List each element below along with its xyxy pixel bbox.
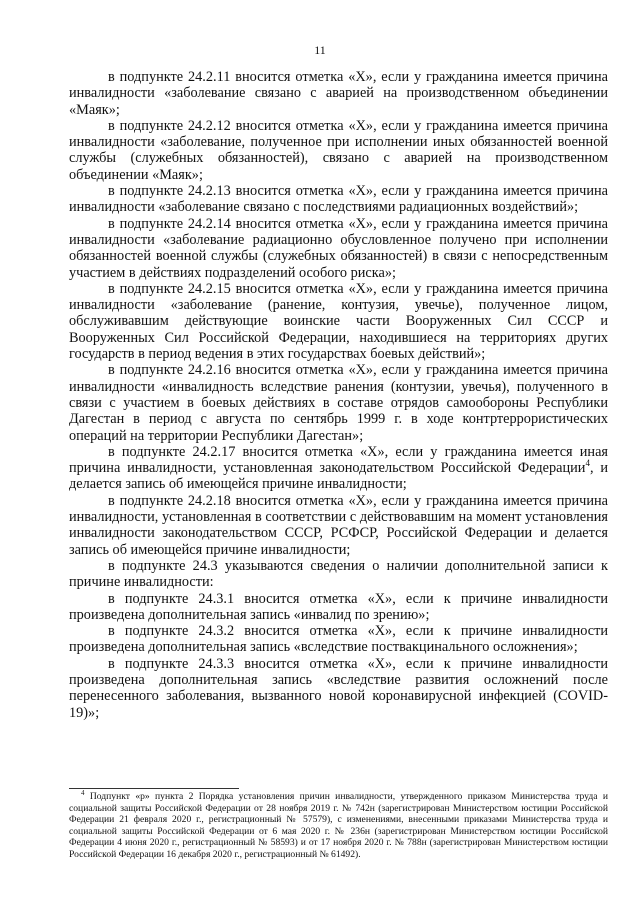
page-number: 11: [314, 43, 326, 57]
paragraph-24-2-14: в подпункте 24.2.14 вносится отметка «Х», если у гражданина имеется причина инвалидности «заболевание радиационно обусловленное получено при исполнении обязанностей военной службы (служебных обязанностей) в связи с непосредственным участием в действиях подразделений особого риска»;: [69, 215, 608, 281]
paragraph-24-3-1: в подпункте 24.3.1 вносится отметка «Х», если к причине инвалидности произведена дополнительная запись «инвалид по зрению»;: [69, 590, 608, 623]
paragraph-24-2-12: в подпункте 24.2.12 вносится отметка «Х», если у гражданина имеется причина инвалидности «заболевание, полученное при исполнении иных обязанностей военной службы (служебных обязанностей), связано с аварией на производственном объединении «Маяк»;: [69, 117, 608, 183]
footnote-marker: 4: [81, 788, 85, 797]
paragraph-24-3: в подпункте 24.3 указываются сведения о наличии дополнительной записи к причине инвалидности:: [69, 557, 608, 591]
paragraph-24-3-2: в подпункте 24.3.2 вносится отметка «Х», если к причине инвалидности произведена дополнительная запись «вследствие поствакцинального осложнения»;: [69, 623, 608, 656]
body-text: [69, 69, 608, 721]
paragraph-24-2-17: [69, 444, 608, 493]
paragraph-24-2-17-tail: , и делается запись об имеющейся причине инвалидности;: [69, 460, 608, 493]
paragraph-24-2-11: в подпункте 24.2.11 вносится отметка «Х», если у гражданина имеется причина инвалидности «заболевание связано с аварией на производственном объединении «Маяк»;: [69, 69, 608, 118]
paragraph-24-2-15: в подпункте 24.2.15 вносится отметка «Х», если у гражданина имеется причина инвалидности «заболевание (ранение, контузия, увечье), полученное лицом, обслуживавшим действующие воинские части Вооруженных Сил СССР и Вооруженных Сил Российской Федерации, находившиеся на территориях других государств в период ведения в этих государствах боевых действий»;: [69, 280, 608, 363]
paragraph-24-2-18: в подпункте 24.2.18 вносится отметка «Х», если у гражданина имеется причина инвалидности, установленная в соответствии с действовавшим на момент установления инвалидности законодательством СССР, РСФСР, Российской Федерации и делается запись об имеющейся причине инвалидности;: [69, 492, 608, 558]
paragraph-24-2-17-text: в подпункте 24.2.17 вносится отметка «Х», если у гражданина имеется иная причина инвалидности, установленная законодательством Российской Федерации: [69, 443, 608, 477]
footnote-reference[interactable]: 4: [585, 458, 590, 469]
footnote: [69, 788, 608, 861]
paragraph-24-3-3: в подпункте 24.3.3 вносится отметка «Х», если к причине инвалидности произведена дополнительная запись «вследствие развития осложнений после перенесенного заболевания, вызванного новой коронавирусной инфекцией (COVID-19)»;: [69, 655, 608, 721]
paragraph-24-2-16: в подпункте 24.2.16 вносится отметка «Х», если у гражданина имеется причина инвалидности «инвалидность вследствие ранения (контузии, увечья), полученного в связи с участием в боевых действиях в составе отрядов самообороны Республики Дагестан в период с августа по сентябрь 1999 г. в ходе контртеррористических операций на территории Республики Дагестан»;: [69, 362, 608, 444]
footnote-separator: [69, 788, 239, 789]
paragraph-24-2-13: в подпункте 24.2.13 вносится отметка «Х», если у гражданина имеется причина инвалидности «заболевание связано с последствиями радиационных воздействий»;: [69, 183, 608, 216]
footnote-text: Подпункт «р» пункта 2 Порядка установления причин инвалидности, утвержденного приказом Министерства труда и социальной защиты Российской Федерации от 28 ноября 2019 г. № 742н (зарегистрирован Министерством юстиции Российской Федерации 21 февраля 2020 г., регистрационный № 57579), с изменениями, внесенными приказами Министерства труда и социальной защиты Российской Федерации от 6 мая 2020 г. № 236н (зарегистрирован Министерством юстиции Российской Федерации 4 июня 2020 г., регистрационный № 58593) и от 17 ноября 2020 г. № 788н (зарегистрирован Министерством юстиции Российской Федерации 16 декабря 2020 г., регистрационный № 61492).: [69, 791, 608, 860]
